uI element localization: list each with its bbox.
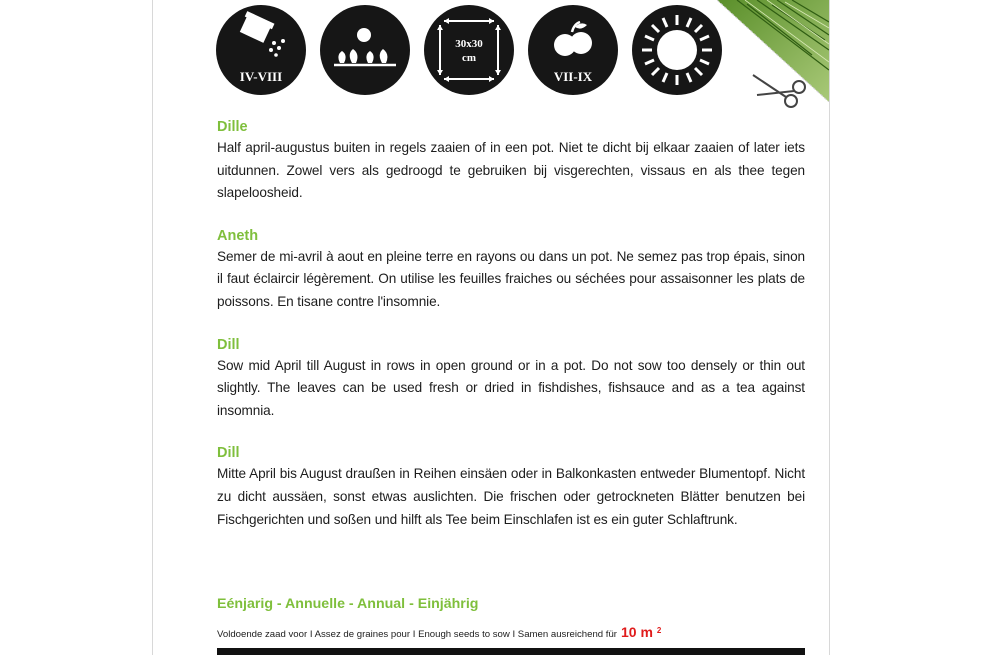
plant-spacing-label: 30x30 <box>455 38 483 50</box>
section-heading: Dill <box>217 336 240 353</box>
section-text: Semer de mi-avril à aout en pleine terre en rayons ou dans un pot. Ne semez pas trop épais, sinon il faut éclaircir légèrement. On utilise les feuilles fraiches ou séchées pour assaisonner les plats de poissons. En tisane contre l'insomnie. <box>217 248 805 309</box>
sowing-period-icon <box>216 5 306 95</box>
section-text: Mitte April bis August draußen in Reihen einsäen oder in Balkonkasten entweder Blumentopf. Nicht zu dicht aussäen, sonst etwas auslichten. Die frischen oder getrockneten Blätter benutzen bei Fischgerichten und soßen und hilft als Tee beim Einschlafen ist es ein guter Schlaftrunk. <box>217 466 805 527</box>
section-heading: Aneth <box>217 227 259 244</box>
plant-spacing-unit: cm <box>461 52 477 64</box>
sun-icon <box>632 5 722 95</box>
instructions <box>217 118 805 553</box>
thinning-icon <box>320 5 410 95</box>
section-text: Half april-augustus buiten in regels zaaien of in een pot. Niet te dicht bij elkaar zaaien of later iets uitdunnen. Zowel vers als gedroogd te gebruiken bij visgerechten, vissaus en als thee tegen slapeloosheid. <box>217 140 805 201</box>
bottom-bar <box>217 648 805 655</box>
seed-packet-back <box>152 0 830 655</box>
seed-quantity-value: 10 m <box>621 624 653 640</box>
section-german <box>217 444 805 531</box>
section-heading: Dill <box>217 445 240 462</box>
section-french <box>217 227 805 314</box>
harvest-period-icon <box>528 5 618 95</box>
growing-info-icons <box>216 5 736 100</box>
annual-label: Eénjarig - Annuelle - Annual - Einjährig <box>217 596 479 612</box>
seed-quantity-unit: 2 <box>656 625 662 635</box>
seed-quantity-text: Voldoende zaad voor I Assez de graines pour I Enough seeds to sow I Samen ausreichend für <box>217 629 617 640</box>
section-dutch <box>217 118 805 205</box>
section-english <box>217 336 805 423</box>
seed-quantity-line <box>217 624 807 640</box>
section-text: Sow mid April till August in rows in open ground or in a pot. Do not sow too densely or thin out slightly. The leaves can be used fresh or dried in fishdishes, fishsauce and as a tea against insomnia. <box>217 357 805 418</box>
harvest-period-label: VII-IX <box>553 69 593 84</box>
sowing-period-label: IV-VIII <box>239 69 283 84</box>
plant-spacing-icon <box>424 5 514 95</box>
section-heading: Dille <box>217 119 248 135</box>
scissors-icon <box>747 67 807 117</box>
